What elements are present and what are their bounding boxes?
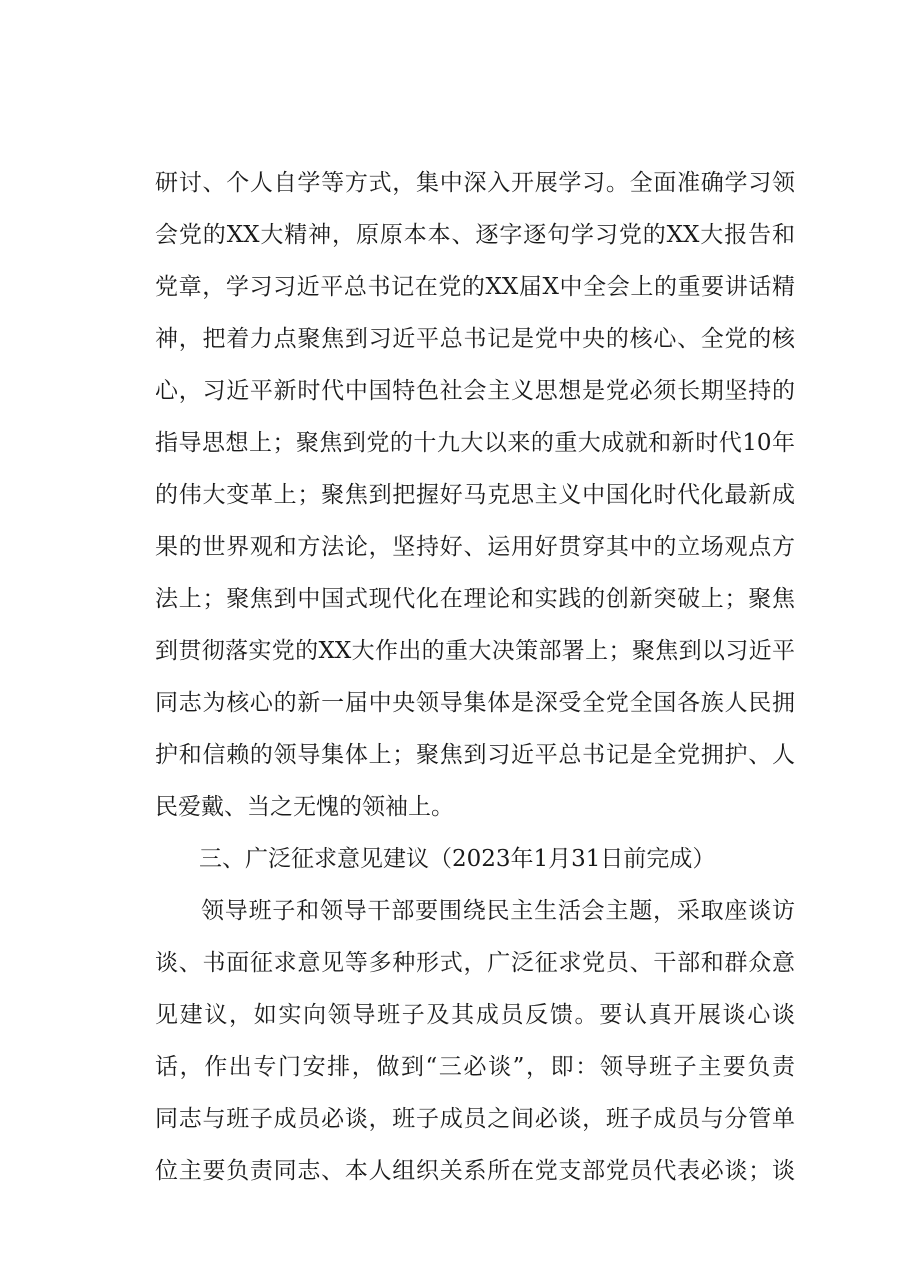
paragraph-line [0, 1145, 909, 1197]
section-heading [0, 833, 909, 885]
paragraph-line [0, 1041, 909, 1093]
paragraph-line [0, 677, 909, 729]
paragraph-text: 谈、书面征求意见等多种形式，广泛征求党员、干部和群众意 [155, 950, 795, 976]
paragraph-text: 神，把着力点聚焦到习近平总书记是党中央的核心、全党的核 [155, 326, 795, 352]
paragraph-line [0, 261, 909, 313]
paragraph-line [0, 885, 909, 937]
paragraph-text: 位主要负责同志、本人组织关系所在党支部党员代表必谈；谈 [155, 1158, 795, 1184]
paragraph-line [0, 365, 909, 417]
paragraph-text: 心，习近平新时代中国特色社会主义思想是党必须长期坚持的 [155, 378, 795, 404]
paragraph-text: 话，作出专门安排，做到“三必谈”，即：领导班子主要负责 [155, 1054, 795, 1080]
paragraph-line [0, 729, 909, 781]
paragraph-line [0, 989, 909, 1041]
paragraph-text: 民爱戴、当之无愧的领袖上。 [155, 794, 454, 820]
paragraph-text: 同志为核心的新一届中央领导集体是深受全党全国各族人民拥 [155, 690, 795, 716]
paragraph-line [0, 521, 909, 573]
paragraph-text: 护和信赖的领导集体上；聚焦到习近平总书记是全党拥护、人 [155, 742, 795, 768]
paragraph-text: 研讨、个人自学等方式，集中深入开展学习。全面准确学习领 [155, 170, 795, 196]
paragraph-line [0, 781, 909, 833]
paragraph-line [0, 157, 909, 209]
paragraph-text: 的伟大变革上；聚焦到把握好马克思主义中国化时代化最新成 [155, 482, 795, 508]
section-heading-text: 三、广泛征求意见建议（2023年1月31日前完成） [199, 846, 716, 872]
paragraph-line [0, 417, 909, 469]
paragraph-line [0, 209, 909, 261]
paragraph-text: 法上；聚焦到中国式现代化在理论和实践的创新突破上；聚焦 [155, 586, 795, 612]
paragraph-text: 党章，学习习近平总书记在党的XX届X中全会上的重要讲话精 [155, 274, 795, 300]
paragraph-text: 会党的XX大精神，原原本本、逐字逐句学习党的XX大报告和 [155, 222, 795, 248]
paragraph-line [0, 625, 909, 677]
paragraph-line [0, 313, 909, 365]
paragraph-line [0, 937, 909, 989]
paragraph-line [0, 573, 909, 625]
paragraph-text: 到贯彻落实党的XX大作出的重大决策部署上；聚焦到以习近平 [155, 638, 795, 664]
paragraph-text: 指导思想上；聚焦到党的十九大以来的重大成就和新时代10年 [155, 430, 795, 456]
paragraph-line [0, 469, 909, 521]
paragraph-text: 见建议，如实向领导班子及其成员反馈。要认真开展谈心谈 [155, 1002, 795, 1028]
paragraph-text: 同志与班子成员必谈，班子成员之间必谈，班子成员与分管单 [155, 1106, 795, 1132]
paragraph-text: 领导班子和领导干部要围绕民主生活会主题，采取座谈访 [201, 898, 795, 924]
paragraph-text: 果的世界观和方法论，坚持好、运用好贯穿其中的立场观点方 [155, 534, 795, 560]
paragraph-line [0, 1093, 909, 1145]
